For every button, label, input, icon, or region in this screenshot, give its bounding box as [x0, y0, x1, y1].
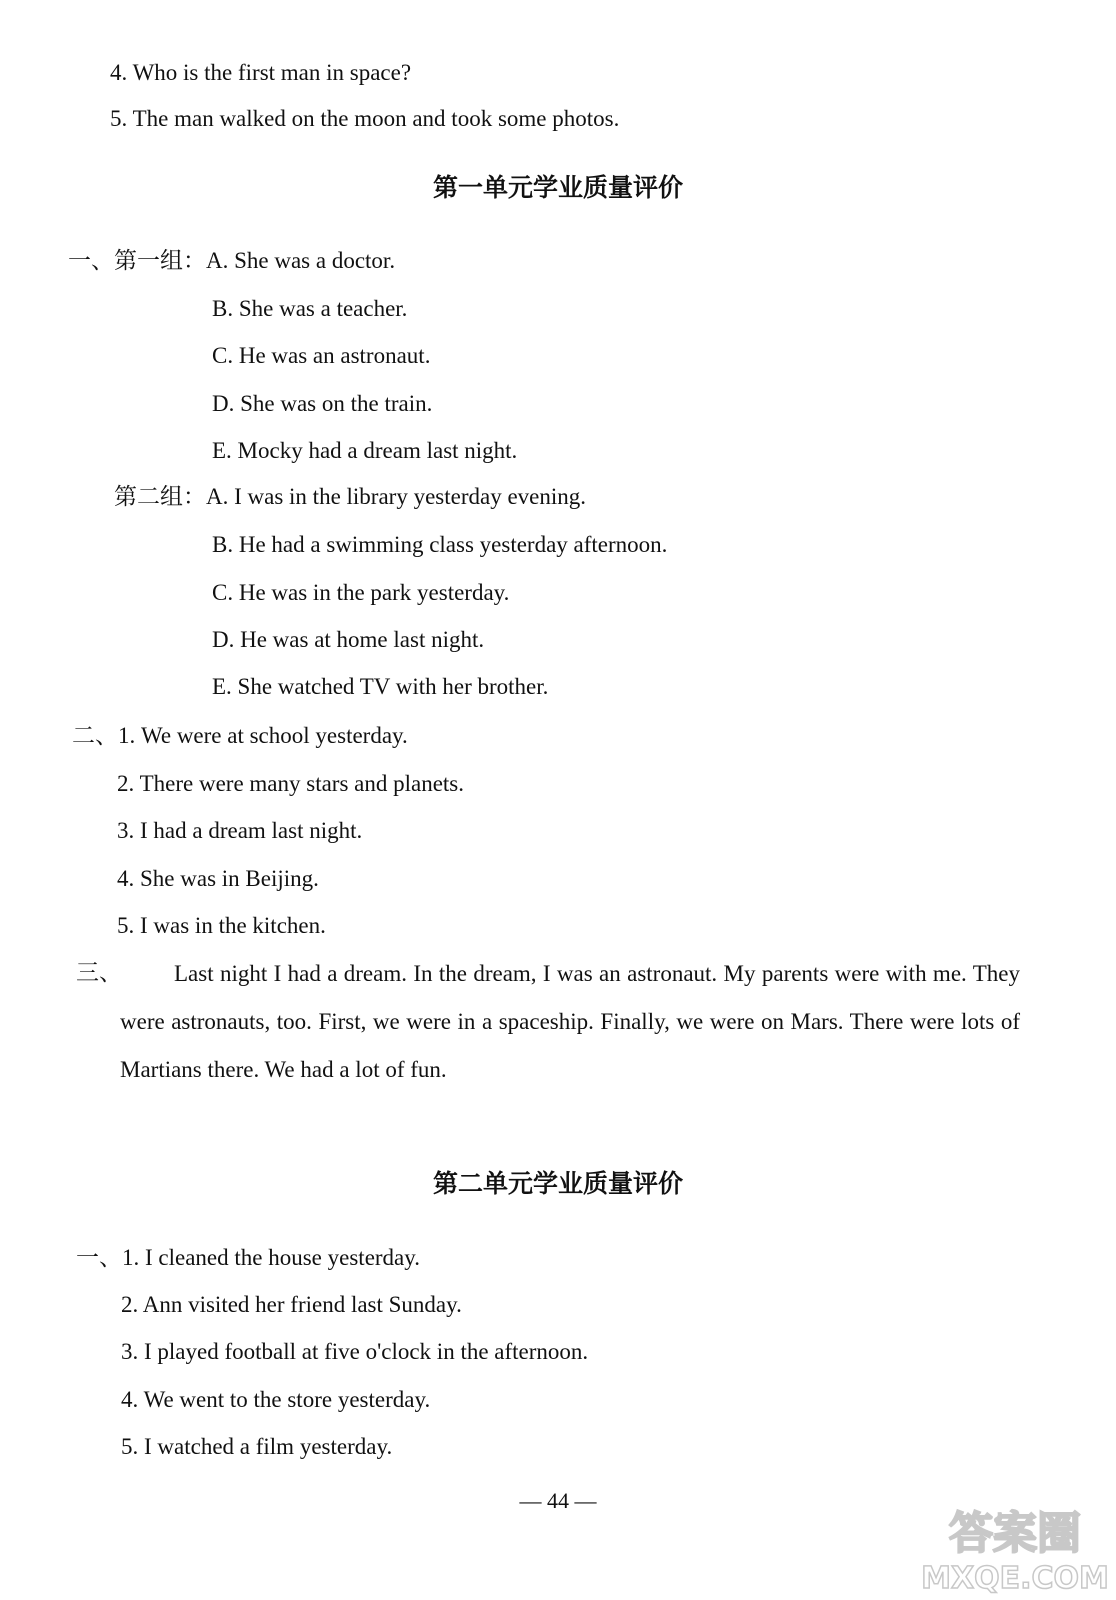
list-item: D. She was on the train. — [212, 391, 433, 416]
list-item: D. He was at home last night. — [212, 627, 485, 652]
section-label: 三、 — [76, 960, 122, 986]
list-item: E. She watched TV with her brother. — [212, 674, 549, 699]
watermark-logo — [920, 1500, 1110, 1595]
paragraph: Last night I had a dream. In the dream, I was an astronaut. My parents were with me. They were astronauts, too. First, we were in a spaceship. Finally, we were on Mars. There were lots of Martians there. We had a lot of fun. — [120, 961, 1020, 1082]
list-item: B. She was a teacher. — [212, 296, 408, 321]
list-item: B. He had a swimming class yesterday afternoon. — [212, 532, 668, 557]
list-item: A. I was in the library yesterday evening. — [206, 484, 587, 509]
unit1-section1-group1-first — [68, 246, 395, 276]
section-label: 一、 — [76, 1245, 122, 1271]
svg-text:MXQE.COM: MXQE.COM — [921, 1561, 1109, 1595]
group-label: 第二组： — [114, 484, 206, 510]
list-item: C. He was in the park yesterday. — [212, 580, 510, 605]
list-item: 2. There were many stars and planets. — [117, 771, 465, 796]
list-item: 1. We were at school yesterday. — [118, 723, 408, 748]
list-item: 5. I watched a film yesterday. — [121, 1434, 393, 1459]
section-label: 一、 — [68, 248, 114, 274]
list-item: A. She was a doctor. — [206, 248, 396, 273]
list-item: 3. I had a dream last night. — [117, 818, 363, 843]
section-label: 二、 — [72, 723, 118, 749]
unit1-section2-first — [72, 721, 408, 751]
unit2-section1-first — [76, 1243, 420, 1273]
unit1-section1-group2-first — [114, 482, 586, 512]
question-5: 5. The man walked on the moon and took some photos. — [110, 106, 620, 131]
question-4: 4. Who is the first man in space? — [110, 60, 412, 85]
list-item: 2. Ann visited her friend last Sunday. — [121, 1292, 462, 1317]
group-label: 第一组： — [114, 248, 206, 274]
list-item: E. Mocky had a dream last night. — [212, 438, 518, 463]
list-item: 4. She was in Beijing. — [117, 866, 319, 891]
list-item: 3. I played football at five o'clock in the afternoon. — [121, 1339, 589, 1364]
unit1-heading: 第一单元学业质量评价 — [432, 173, 683, 202]
page-number: — 44 — — [519, 1488, 597, 1513]
list-item: 5. I was in the kitchen. — [117, 913, 326, 938]
list-item: C. He was an astronaut. — [212, 343, 431, 368]
unit2-heading: 第二单元学业质量评价 — [432, 1169, 683, 1198]
svg-text:答案圈: 答案圈 — [949, 1508, 1081, 1559]
list-item: 1. I cleaned the house yesterday. — [122, 1245, 421, 1270]
list-item: 4. We went to the store yesterday. — [121, 1387, 431, 1412]
